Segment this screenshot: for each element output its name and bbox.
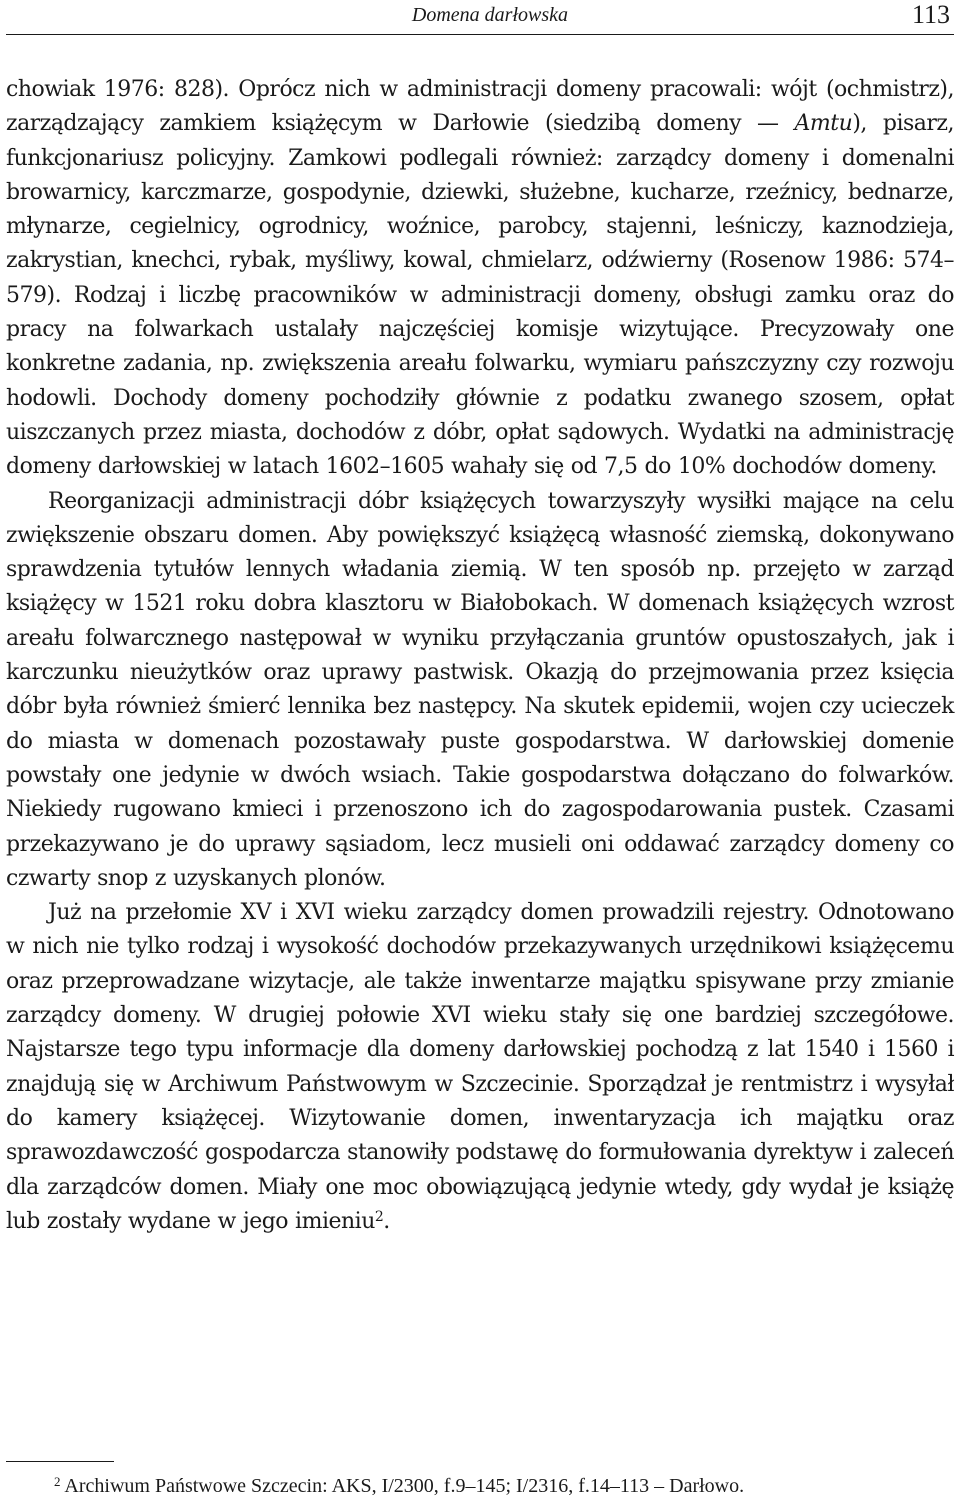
- paragraph-1-text-b: ), pisarz, funkcjonariusz policyjny. Zamkowi podlegali również: zarządcy domeny i domenalni browarnicy, karczmarze, gospodynie, dziewki, służebne, kucharze, rzeźnicy, bednarze, młynarze, cegielnicy, ogrodnicy, woźnice, parobcy, stajenni, leśniczy, kaznodzieja, zakrystian, knechci, rybak, myśliwy, kowal, chmielarz, odźwierny (Rosenow 1986: 574–579). Rodzaj i liczbę pracowników w administracji domeny, obsługi zamku oraz do pracy na folwarkach ustalały najczęściej komisje wizytujące. Precyzowały one konkretne zadania, np. zwiększenia areału folwarku, wymiaru pańszczyzny czy rozwoju hodowli. Dochody domeny pochodziły głównie z podatku zwanego szosem, opłat uiszczanych przez miasta, dochodów z dóbr, opłat sądowych. Wydatki na administrację domeny darłowskiej w latach 1602–1605 wahały się od 7,5 do 10% dochodów domeny.: [6, 111, 954, 480]
- body-text: [6, 73, 954, 1239]
- header-rule: [6, 34, 954, 35]
- footnote-marker: 2: [54, 1474, 61, 1489]
- amt-term: Amtu: [794, 111, 853, 137]
- paragraph-3: [6, 896, 954, 1239]
- running-title: Domena darłowska: [411, 4, 568, 26]
- footnote-rule: [6, 1461, 114, 1462]
- running-head: [6, 0, 954, 34]
- footnote-reference[interactable]: 2: [374, 1208, 384, 1225]
- paragraph-3-text: Już na przełomie XV i XVI wieku zarządcy domen prowadzili rejestry. Odnotowano w nich nie tylko rodzaj i wysokość dochodów przekazywanych urzędnikowi książęcemu oraz przeprowadzane wizytacje, ale także inwentarze majątku spisywane przy zmianie zarządcy domeny. W drugiej połowie XVI wieku stały się one bardziej szczegółowe. Najstarsze tego typu informacje dla domeny darłowskiej pochodzą z lat 1540 i 1560 i znajdują się w Archiwum Państwowym w Szczecinie. Sporządzał je rentmistrz i wysyłał do kamery książęcej. Wizytowanie domen, inwentaryzacja ich majątku oraz sprawozdawczość gospodarcza stanowiły podstawę do formułowania dyrektyw i zaleceń dla zarządców domen. Miały one moc obowiązującą jedynie wtedy, gdy wydał je książę lub zostały wydane w jego imieniu: [6, 900, 954, 1234]
- footnote-text: Archiwum Państwowe Szczecin: AKS, I/2300, f.9–145; I/2316, f.14–113 – Darłowo.: [64, 1475, 745, 1497]
- paragraph-3-end: .: [383, 1208, 390, 1234]
- paragraph-2: Reorganizacji administracji dóbr książęcych towarzyszyły wysiłki mające na celu zwiększenie obszaru domen. Aby powiększyć książęcą własność ziemską, dokonywano sprawdzenia tytułów lennych władania ziemią. W ten sposób np. przejęto w zarząd książęcy w 1521 roku dobra klasztoru w Białobokach. W domenach książęcych wzrost areału folwarcznego następował w wyniku przyłączania gruntów opustoszałych, jak i karczunku nieużytków oraz uprawy pastwisk. Okazją do przejmowania przez księcia dóbr była również śmierć lennika bez następcy. Na skutek epidemii, wojen czy ucieczek do miasta w domenach pozostawały puste gospodarstwa. W darłowskiej domenie powstały one jedynie w dwóch wsiach. Takie gospodarstwa dołączano do folwarków. Niekiedy rugowano kmieci i przenoszono ich do zagospodarowania pustek. Czasami przekazywano je do uprawy sąsiadom, lecz musieli oni oddawać zarządcy domeny co czwarty snop z uzyskanych plonów.: [6, 488, 954, 891]
- page-number: 113: [911, 0, 950, 29]
- footnote: [6, 1474, 954, 1498]
- paragraph-1-text-a: chowiak 1976: 828). Oprócz nich w administracji domeny pracowali: wójt (ochmistrz), zarządzający zamkiem książęcym w Darłowie (siedzibą domeny —: [6, 77, 954, 137]
- paragraph-1: [6, 73, 954, 485]
